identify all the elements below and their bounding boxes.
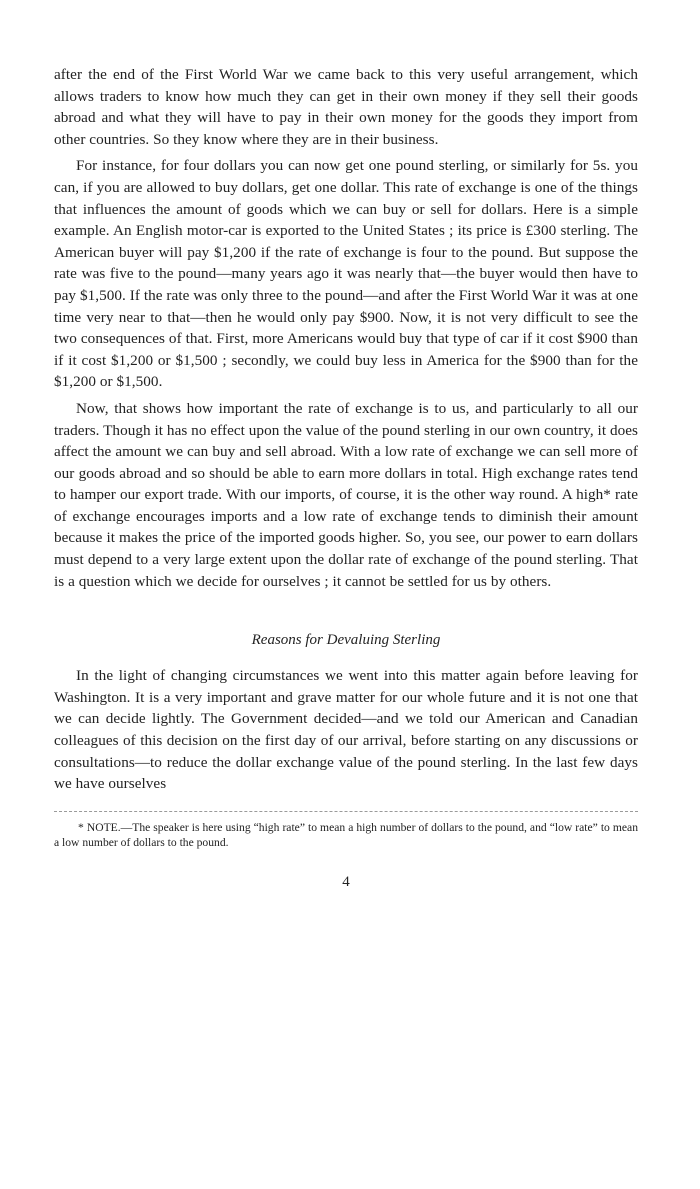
paragraph-exchange-importance: Now, that shows how important the rate of exchange is to us, and particularly to all our traders. Though it has no effect upon the value of the pound sterling in our own country, it does affect the amount we can buy and sell abroad. With a low rate of exchange we can sell more of our goods abroad and so should be able to earn more dollars in total. High exchange rates tend to hamper our export trade. With our imports, of course, it is the other way round. A high* rate of exchange encourages imports and a low rate of exchange tends to diminish their amount because it makes the price of the imported goods higher. So, you see, our power to earn dollars must depend to a very large extent upon the dollar rate of exchange of the pound sterling. That is a question which we decide for ourselves ; it cannot be settled for us by others.: [54, 399, 638, 590]
page-number: 4: [342, 873, 350, 890]
paragraph-continued: after the end of the First World War we came back to this very useful arrangement, which allows traders to know how much they can get in their own money if they sell their goods abroad and what they will have to pay in their own money for the goods they import from other countries. So they know where they are in their business.: [54, 66, 638, 148]
footnote-divider: [54, 811, 638, 812]
paragraph-exchange-rate-example: For instance, for four dollars you can now get one pound sterling, or similarly for 5s. you can, if you are allowed to buy dollars, get one dollar. This rate of exchange is one of the things that influences the amount of goods which we can buy or sell for dollars. Here is a simple example. An English motor-car is exported to the United States ; its price is £300 sterling. The American buyer will pay $1,200 if the rate of exchange is four to the pound. But suppose the rate was five to the pound—many years ago it was nearly that—the buyer would then have to pay $1,500. If the rate was only three to the pound—and after the First World War it was at one time very near to that—then he would only pay $900. Now, it is not very difficult to see the two consequences of that. First, more Americans would buy that type of car if it cost $900 than if it cost $1,200 or $1,500 ; secondly, we could buy less in America for the $900 than for the $1,200 or $1,500.: [54, 157, 638, 391]
paragraph-devaluation: In the light of changing circumstances we went into this matter again before leaving for Washington. It is a very important and grave matter for our whole future and it is not one that we can decide lightly. The Government decided—and we told our American and Canadian colleagues of this decision on the first day of our arrival, before starting on any discussions or consultations—to reduce the dollar exchange value of the pound sterling. In the last few days we have ourselves: [54, 667, 638, 793]
document-page: [54, 64, 638, 891]
section-heading: Reasons for Devaluing Sterling: [251, 632, 441, 649]
footnote: * NOTE.—The speaker is here using “high rate” to mean a high number of dollars to the pound, and “low rate” to mean a low number of dollars to the pound.: [54, 820, 638, 849]
